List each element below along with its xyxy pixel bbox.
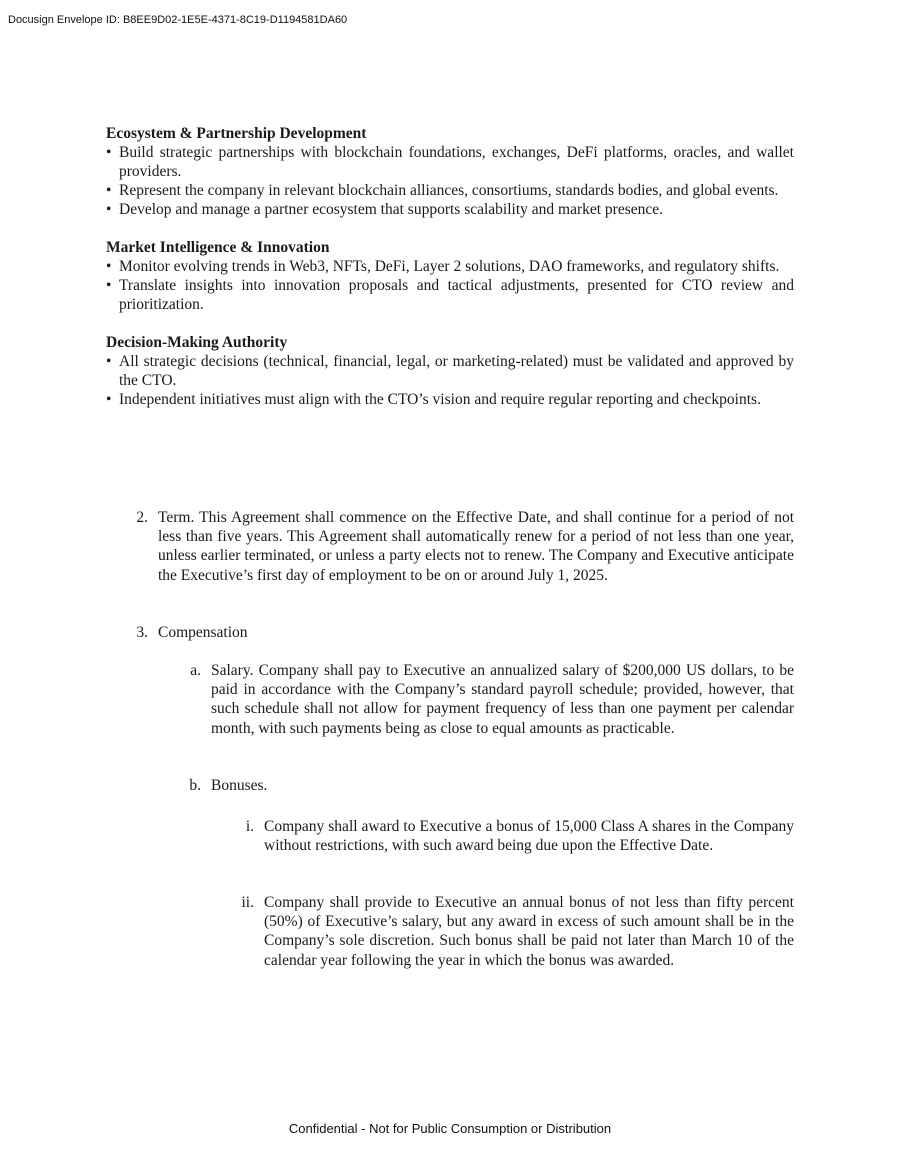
- bullet-item: • Develop and manage a partner ecosystem that supports scalability and market presence.: [106, 200, 794, 219]
- bullet-item: • Monitor evolving trends in Web3, NFTs, DeFi, Layer 2 solutions, DAO frameworks, and regulatory shifts.: [106, 257, 794, 276]
- responsibilities-list: [106, 124, 794, 428]
- bullet-item: • Represent the company in relevant blockchain alliances, consortiums, standards bodies, and global events.: [106, 181, 794, 200]
- section-heading: Ecosystem & Partnership Development: [106, 125, 367, 142]
- clause-term: [136, 508, 794, 585]
- section-heading: Decision-Making Authority: [106, 334, 288, 351]
- bonus-text: Company shall award to Executive a bonus of 15,000 Class A shares in the Company without restrictions, with such award being due upon the Effective Date.: [264, 818, 794, 855]
- bullet-item: • Build strategic partnerships with blockchain foundations, exchanges, DeFi platforms, oracles, and wallet providers.: [106, 143, 794, 181]
- bullet-item: • Translate insights into innovation proposals and tactical adjustments, presented for CTO review and prioritization.: [106, 276, 794, 314]
- subclause-salary: [190, 661, 794, 738]
- bullet-item: • Independent initiatives must align with the CTO’s vision and require regular reporting and checkpoints.: [106, 390, 794, 409]
- section-heading: Market Intelligence & Innovation: [106, 239, 330, 256]
- bullet-list: [106, 352, 794, 409]
- bonus-numeral: i.: [245, 818, 254, 835]
- bullet-list: [106, 257, 794, 314]
- clause-text: Term. This Agreement shall commence on the Effective Date, and shall continue for a period of not less than five years. This Agreement shall automatically renew for a period of not less than one year, unless earlier terminated, or unless a party elects not to renew. The Company and Executive anticipate the Executive’s first day of employment to be on or around July 1, 2025.: [158, 509, 794, 584]
- section-decision-authority: [106, 333, 794, 409]
- bullet-item: • All strategic decisions (technical, financial, legal, or marketing-related) must be validated and approved by the CTO.: [106, 352, 794, 390]
- envelope-id: Docusign Envelope ID: B8EE9D02-1E5E-4371-8C19-D1194581DA60: [8, 14, 348, 26]
- bullet-list: [106, 143, 794, 219]
- clause-title: Compensation: [158, 624, 248, 641]
- bonus-numeral: ii.: [241, 894, 254, 911]
- bonus-text: Company shall provide to Executive an annual bonus of not less than fifty percent (50%) of Executive’s salary, but any award in excess of such amount shall be in the Company’s sole discretion. Such bonus shall be paid not later than March 10 of the calendar year following the year in which the bonus was awarded.: [264, 894, 794, 969]
- subclause-bonuses: [189, 776, 794, 795]
- section-market-intelligence: [106, 238, 794, 314]
- subclause-text: Salary. Company shall pay to Executive an annualized salary of $200,000 US dollars, to be paid in accordance with the Company’s standard payroll schedule; provided, however, that such schedule shall not allow for payment frequency of less than one payment per calendar month, with such payments being as close to equal amounts as practicable.: [211, 662, 794, 737]
- confidentiality-footer: Confidential - Not for Public Consumption or Distribution: [288, 1121, 612, 1136]
- section-ecosystem: [106, 124, 794, 219]
- clause-number: 3.: [136, 624, 148, 641]
- subclause-title: Bonuses.: [211, 777, 268, 794]
- bonus-item-share-award: [245, 817, 794, 855]
- subclause-letter: b.: [189, 777, 201, 794]
- clause-number: 2.: [136, 509, 148, 526]
- clause-compensation: [136, 623, 794, 642]
- bonus-item-annual-bonus: [241, 893, 794, 970]
- subclause-letter: a.: [190, 662, 201, 679]
